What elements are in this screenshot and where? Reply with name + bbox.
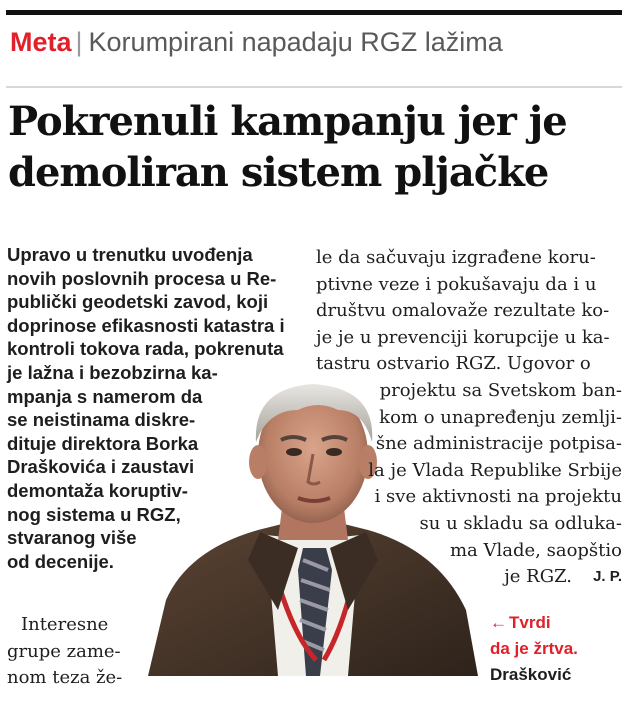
- body-line: projektu sa Svetskom ban-: [379, 379, 622, 401]
- lead-paragraph: [7, 243, 285, 573]
- body-line: le da sačuvaju izgrađene koru-: [316, 247, 596, 268]
- body-line: tastru ostvario RGZ. Ugovor o: [316, 353, 591, 375]
- body-line: društvu omalovaže rezultate ko-: [316, 300, 610, 322]
- headline-line: demoliran sistem pljačke: [8, 149, 549, 196]
- lead-line: nog sistema u RGZ,: [7, 503, 181, 525]
- body-column-2: [316, 245, 622, 591]
- lead-line: mpanja s namerom da: [7, 385, 203, 407]
- photo-caption: [490, 610, 578, 688]
- lead-line: publički geodetski zavod, koji: [7, 291, 269, 313]
- body-column-1: [7, 612, 122, 692]
- kicker-label: Meta: [10, 27, 72, 57]
- body-line: Interesne: [21, 614, 109, 635]
- caption-name: Drašković: [490, 665, 572, 684]
- lead-line: Draškovića i zaustavi: [7, 456, 195, 478]
- body-line: la je Vlada Republike Srbije: [368, 459, 622, 481]
- lead-line: doprinose efikasnosti katastra i: [7, 314, 285, 336]
- lead-line: stvaranog više: [7, 527, 137, 549]
- lead-line: Upravo u trenutku uvođenja: [7, 244, 253, 265]
- body-line: šne administracije potpisa-: [375, 433, 622, 455]
- article-headline: [8, 96, 620, 198]
- kicker-divider: [6, 86, 622, 88]
- lead-line: od decenije.: [7, 550, 114, 572]
- lead-line: demontaža koruptiv-: [7, 479, 188, 501]
- body-line: nom teza že-: [7, 667, 123, 688]
- body-line: ptivne veze i pokušavaju da i u: [316, 273, 597, 295]
- lead-line: novih poslovnih procesa u Re-: [7, 267, 277, 289]
- headline-line: Pokrenuli kampanju jer je: [8, 98, 567, 145]
- body-line: grupe zame-: [7, 640, 121, 662]
- body-line: kom o unapređenju zemlji-: [379, 406, 622, 428]
- kicker-separator: |: [75, 27, 83, 57]
- body-line: ma Vlade, saopštio: [449, 539, 622, 561]
- caption-line-2: da je žrtva.: [490, 639, 578, 658]
- caption-line-1: Tvrdi: [509, 613, 551, 632]
- kicker-subtitle: Korumpirani napadaju RGZ lažima: [88, 27, 503, 57]
- body-line: i sve aktivnosti na projektu: [374, 486, 622, 508]
- arrow-left-icon: ←: [490, 613, 507, 632]
- body-line: je RGZ.: [504, 566, 572, 588]
- lead-line: je lažna i bezobzirna ka-: [7, 361, 218, 383]
- body-line: su u skladu sa odluka-: [419, 512, 622, 534]
- lead-line: dituje direktora Borka: [7, 432, 199, 454]
- article-signature: J. P.: [593, 568, 622, 586]
- top-rule: [6, 10, 622, 15]
- lead-line: kontroli tokova rada, pokrenuta: [7, 338, 284, 360]
- body-line: je je u prevenciji korupcije u ka-: [316, 326, 610, 348]
- section-kicker: [10, 26, 503, 58]
- lead-line: se neistinama diskre-: [7, 409, 196, 431]
